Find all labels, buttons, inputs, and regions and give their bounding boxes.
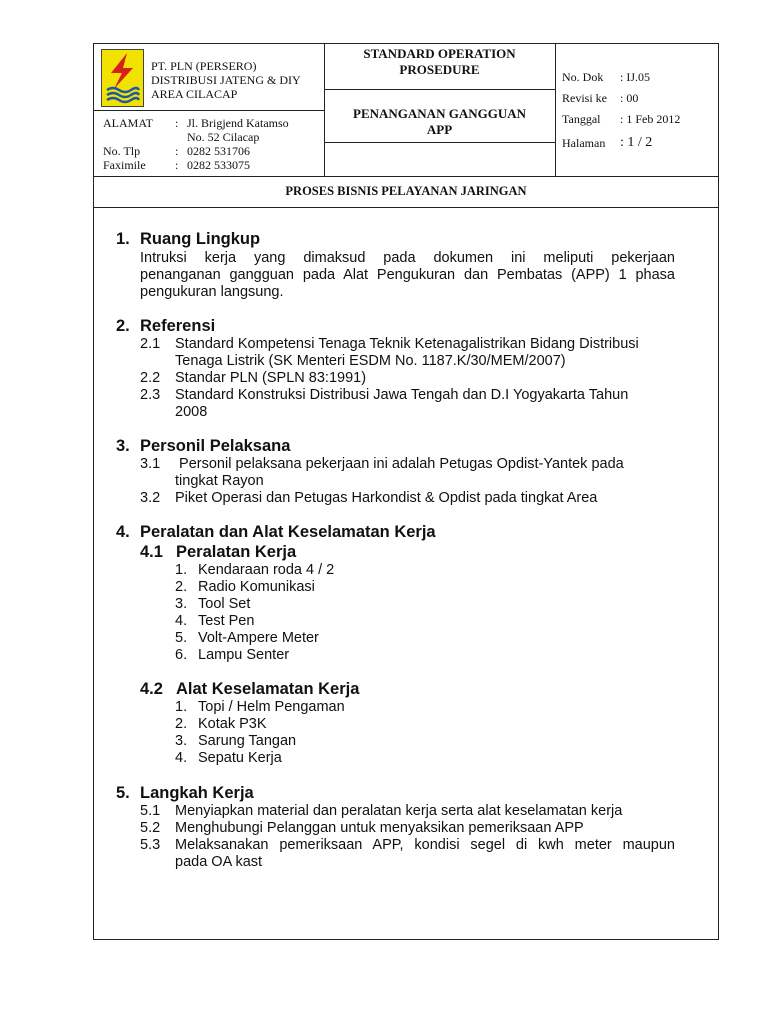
equipment-item: 1. Kendaraan roda 4 / 2	[175, 562, 335, 578]
personnel-item-cont: tingkat Rayon	[175, 473, 264, 489]
section-2-heading: 2. Referensi	[116, 317, 216, 335]
pln-logo	[101, 49, 144, 107]
reference-item: 2.2 Standar PLN (SPLN 83:1991)	[140, 370, 367, 386]
section-5-heading: 5. Langkah Kerja	[116, 784, 254, 802]
company-divider	[93, 110, 324, 111]
reference-item-cont: 2008	[175, 404, 208, 420]
document-meta	[562, 70, 712, 157]
equipment-item: 4. Test Pen	[175, 613, 255, 629]
safety-item: 1. Topi / Helm Pengaman	[175, 699, 345, 715]
safety-item: 3. Sarung Tangan	[175, 733, 297, 749]
safety-item: 4. Sepatu Kerja	[175, 750, 282, 766]
meta-revision: Revisi ke : 00	[562, 91, 639, 105]
reference-item-cont: Tenaga Listrik (SK Menteri ESDM No. 1187.K/30/MEM/2007)	[175, 353, 566, 369]
subject-divider	[324, 142, 555, 143]
section-1-heading: 1. Ruang Lingkup	[116, 230, 261, 248]
header-bottom-line	[93, 176, 719, 177]
step-item-cont: pada OA kast	[175, 854, 263, 870]
fax-label: Faximile	[103, 158, 146, 172]
equipment-item: 6. Lampu Senter	[175, 647, 290, 663]
section-1-body: Intruksi kerja yang dimaksud pada dokumen ini meliputi pekerjaan penanganan gangguan pada Alat Pengukuran dan Pembatas (APP) 1 phasa	[140, 250, 675, 283]
section-4-1-heading: 4.1 Peralatan Kerja	[140, 543, 297, 561]
step-item: 5.2 Menghubungi Pelanggan untuk menyaksikan pemeriksaan APP	[140, 820, 584, 836]
address-label: ALAMAT	[103, 116, 153, 130]
address-line-1: Jl. Brigjend Katamso	[187, 116, 289, 130]
step-item: 5.1 Menyiapkan material dan peralatan kerja serta alat keselamatan kerja	[140, 803, 623, 819]
section-4-2-heading: 4.2 Alat Keselamatan Kerja	[140, 680, 360, 698]
phone-number: 0282 531706	[187, 144, 250, 158]
address-block: ALAMAT : Jl. Brigjend Katamso No. 52 Cilacap No. Tlp : 0282 531706 Faximile : 0282 533075	[103, 116, 289, 172]
process-bottom-line	[93, 207, 719, 208]
safety-item: 2. Kotak P3K	[175, 716, 267, 732]
meta-doc-number: No. Dok : IJ.05	[562, 70, 650, 84]
equipment-item: 5. Volt-Ampere Meter	[175, 630, 319, 646]
header-divider-right	[555, 43, 556, 176]
process-title: PROSES BISNIS PELAYANAN JARINGAN	[285, 184, 527, 198]
step-item-text: Melaksanakan pemeriksaan APP, kondisi segel di kwh meter maupun	[175, 837, 675, 853]
equipment-item: 3. Tool Set	[175, 596, 251, 612]
section-3-heading: 3. Personil Pelaksana	[116, 437, 291, 455]
section-4-heading: 4. Peralatan dan Alat Keselamatan Kerja	[116, 523, 436, 541]
reference-item: 2.3 Standard Konstruksi Distribusi Jawa Tengah dan D.I Yogyakarta Tahun	[140, 387, 629, 403]
address-line-2: No. 52 Cilacap	[187, 130, 260, 144]
equipment-item: 2. Radio Komunikasi	[175, 579, 315, 595]
personnel-item: 3.1 Personil pelaksana pekerjaan ini adalah Petugas Opdist-Yantek pada	[140, 456, 624, 472]
meta-date: Tanggal : 1 Feb 2012	[562, 112, 681, 126]
phone-label: No. Tlp	[103, 144, 141, 158]
title-divider	[324, 89, 555, 90]
document-subject: PENANGANAN GANGGUAN APP	[353, 106, 526, 137]
company-name: PT. PLN (PERSERO) DISTRIBUSI JATENG & DIY AREA CILACAP	[151, 59, 301, 101]
meta-page: Halaman : 1 / 2	[562, 135, 653, 150]
reference-item: 2.1 Standard Kompetensi Tenaga Teknik Ketenagalistrikan Bidang Distribusi	[140, 336, 639, 352]
section-1-body-end: pengukuran langsung.	[140, 284, 284, 300]
document-title: STANDARD OPERATION PROSEDURE	[363, 46, 516, 77]
personnel-item: 3.2 Piket Operasi dan Petugas Harkondist & Opdist pada tingkat Area	[140, 490, 598, 506]
step-item: 5.3	[140, 837, 161, 853]
fax-number: 0282 533075	[187, 158, 250, 172]
